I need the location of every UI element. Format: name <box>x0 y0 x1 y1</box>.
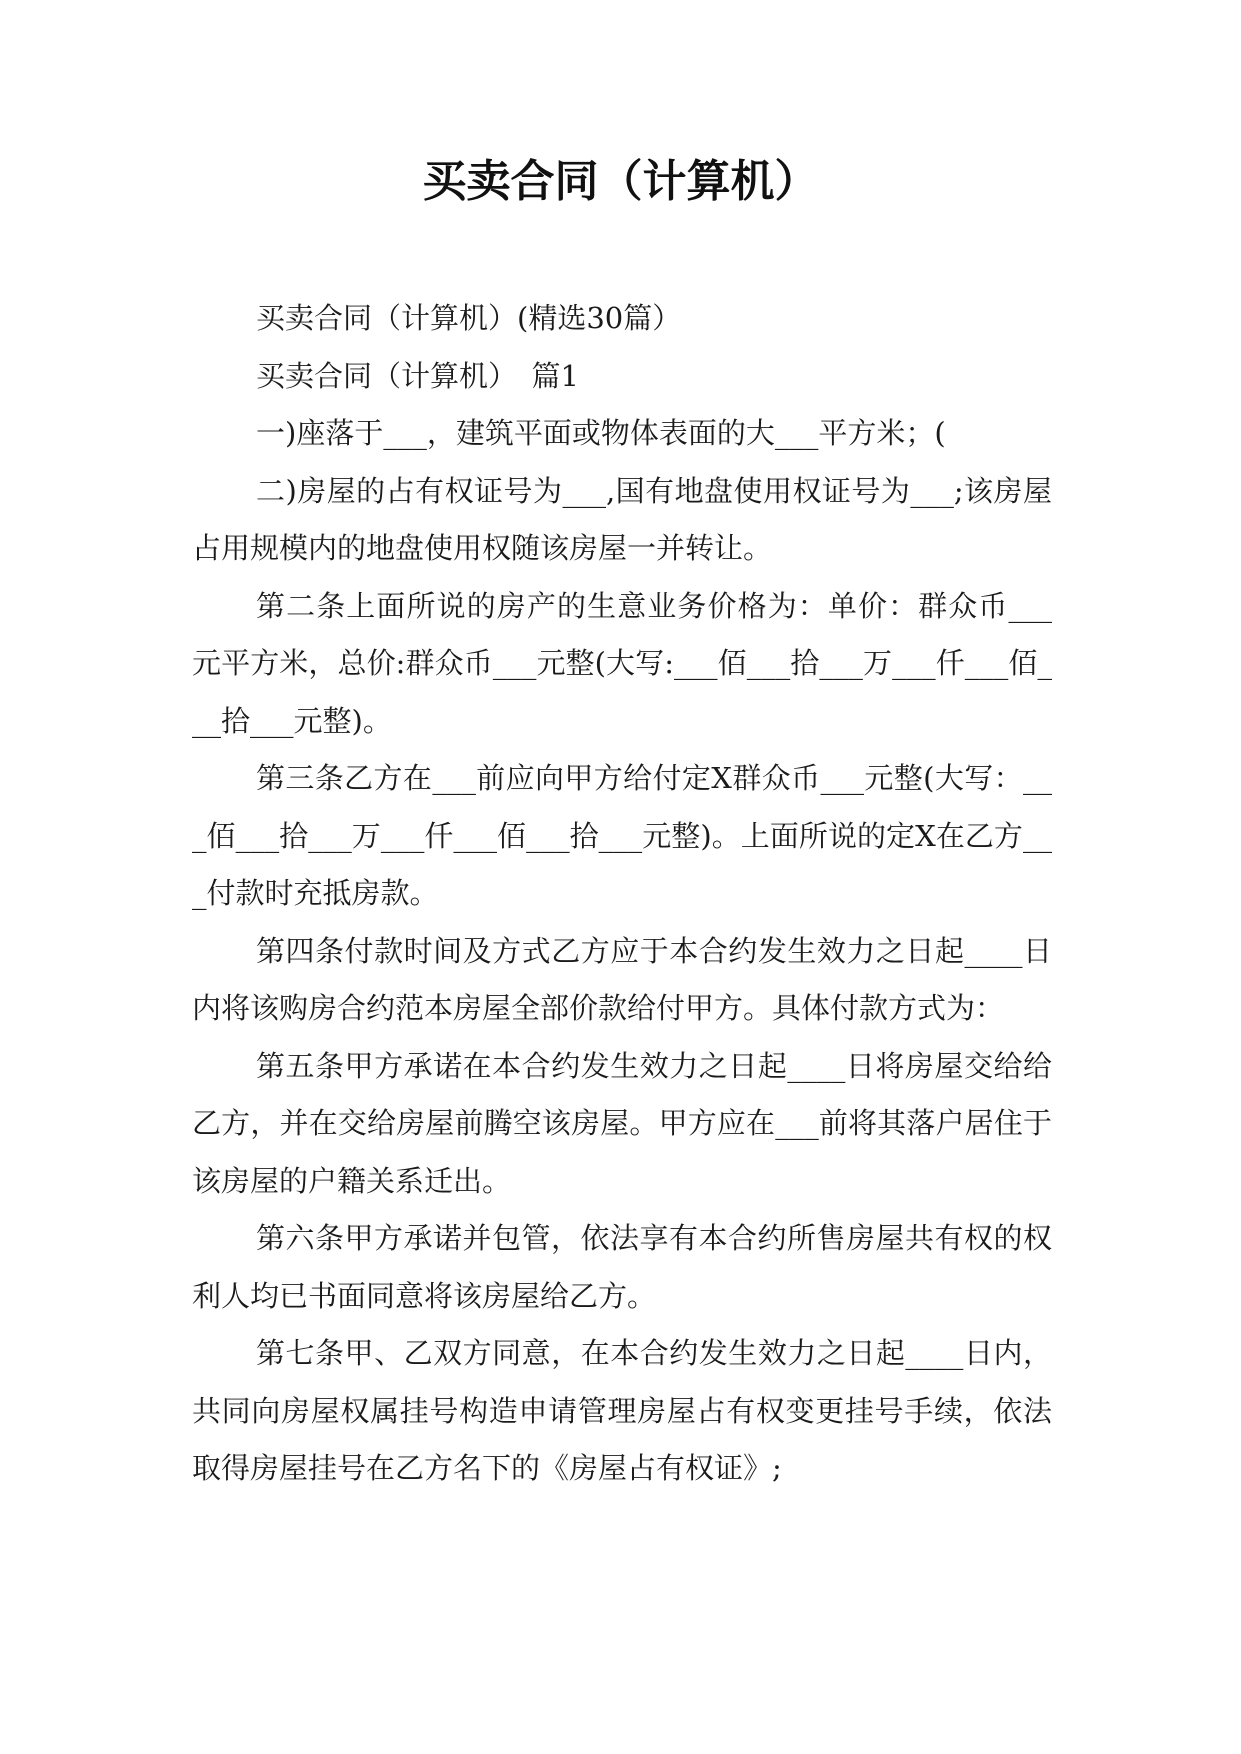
paragraph-article-6: 第六条甲方承诺并包管，依法享有本合约所售房屋共有权的权利人均已书面同意将该房屋给乙方。 <box>192 1221 1052 1313</box>
paragraph-clause-1: 一)座落于___，建筑平面或物体表面的大___平方米；( <box>256 416 946 450</box>
paragraph-article-7: 第七条甲、乙双方同意，在本合约发生效力之日起____日内，共同向房屋权属挂号构造申请管理房屋占有权变更挂号手续，依法取得房屋挂号在乙方名下的《房屋占有权证》; <box>192 1336 1052 1485</box>
document-title: 买卖合同（计算机） <box>422 156 819 207</box>
paragraph-article-4: 第四条付款时间及方式乙方应于本合约发生效力之日起____日内将该购房合约范本房屋全部价款给付甲方。具体付款方式为： <box>192 933 1052 1025</box>
paragraph-article-5: 第五条甲方承诺在本合约发生效力之日起____日将房屋交给给乙方，并在交给房屋前腾空该房屋。甲方应在___前将其落户居住于该房屋的户籍关系迁出。 <box>192 1048 1052 1198</box>
paragraph-section-heading: 买卖合同（计算机） 篇1 <box>256 358 579 393</box>
paragraph-clause-2: 二)房屋的占有权证号为___,国有地盘使用权证号为___;该房屋占用规模内的地盘使用权随该房屋一并转让。 <box>192 473 1052 565</box>
paragraph-article-3: 第三条乙方在___前应向甲方给付定X群众币___元整(大写：___佰___拾___万___仟___佰___拾___元整)。上面所说的定X在乙方___付款时充抵房款。 <box>192 761 1052 910</box>
document-body <box>192 290 1052 1498</box>
paragraph-subtitle: 买卖合同（计算机）(精选30篇） <box>256 301 682 335</box>
paragraph-article-2: 第二条上面所说的房产的生意业务价格为：单价：群众币___元平方米，总价:群众币___元整(大写:___佰___拾___万___仟___佰___拾___元整)。 <box>192 588 1052 738</box>
